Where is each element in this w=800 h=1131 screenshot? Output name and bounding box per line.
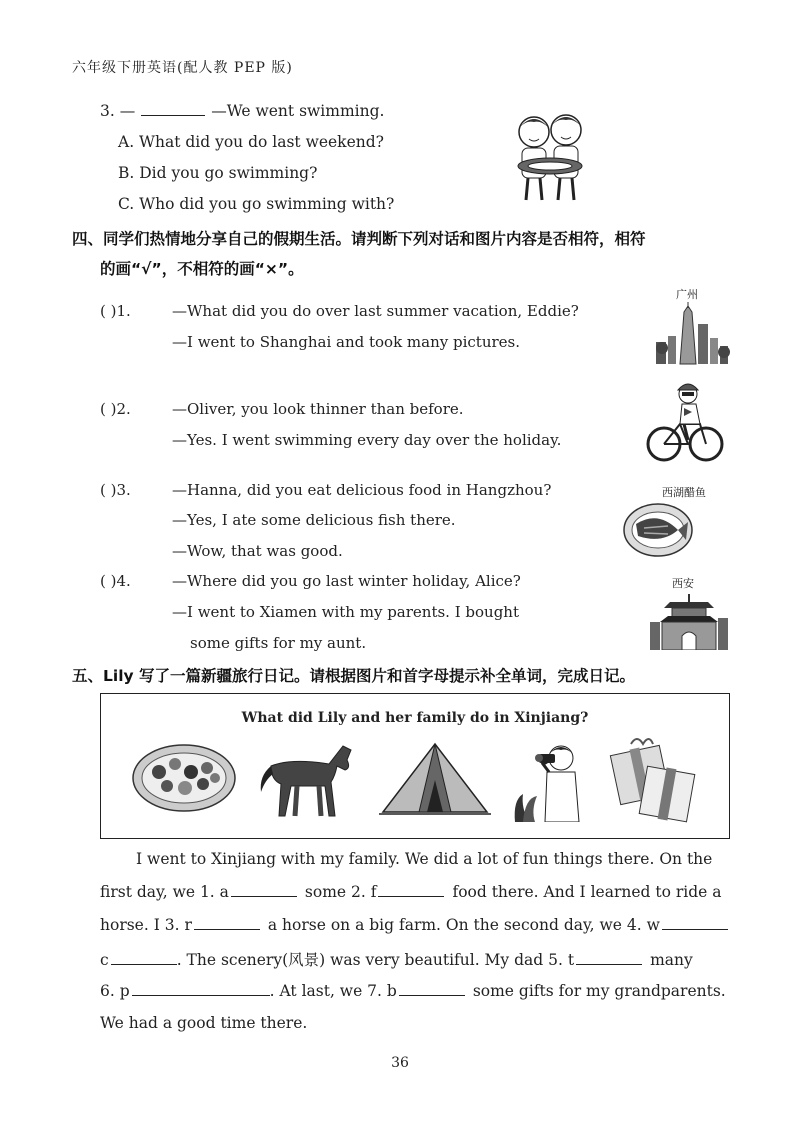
- blank-6-input[interactable]: [132, 981, 270, 996]
- page-number: 36: [391, 1055, 409, 1071]
- gift-boxes-illustration: [609, 734, 697, 826]
- blank-2-input[interactable]: [378, 882, 444, 897]
- q3-prompt-response: —We went swimming.: [211, 102, 385, 120]
- s4-item2-number[interactable]: ( )2.: [100, 400, 131, 418]
- story-blank7-prefix: . At last, we 7. b: [269, 982, 397, 1000]
- diary-passage: [100, 850, 730, 1040]
- s4-item2-line1: —Oliver, you look thinner than before.: [172, 400, 464, 418]
- s4-item1-caption: 广州: [676, 288, 698, 301]
- story-line2-tail: food there. And I learned to ride a: [452, 883, 722, 901]
- s4-item4-line1: —Where did you go last winter holiday, Alice?: [172, 572, 521, 590]
- tent-illustration: [379, 740, 491, 818]
- s4-item3-line2: —Yes, I ate some delicious fish there.: [172, 511, 456, 529]
- blank-4b-input[interactable]: [111, 950, 177, 965]
- blank-7-input[interactable]: [399, 981, 465, 996]
- s4-item4-caption: 西安: [672, 577, 694, 590]
- west-lake-fish-illustration: [622, 500, 694, 560]
- s4-item4-line3: some gifts for my aunt.: [190, 634, 367, 652]
- s4-item3-number[interactable]: ( )3.: [100, 481, 131, 499]
- q3-prompt: [100, 101, 384, 120]
- swimming-kids-illustration: [508, 104, 592, 204]
- blank-4a-input[interactable]: [662, 915, 728, 930]
- s4-item3-caption: 西湖醋鱼: [662, 486, 706, 499]
- section4-title-line1: 四、同学们热情地分享自己的假期生活。请判断下列对话和图片内容是否相符，相符: [72, 230, 646, 248]
- q3-option-c[interactable]: C. Who did you go swimming with?: [118, 195, 395, 213]
- story-blank2-prefix: some 2. f: [304, 883, 377, 901]
- cyclist-illustration: [644, 378, 726, 464]
- blank-3-input[interactable]: [194, 915, 260, 930]
- story-blank6-prefix: 6. p: [100, 982, 130, 1000]
- s4-item1-number[interactable]: ( )1.: [100, 302, 131, 320]
- story-blank4-prefix: a horse on a big farm. On the second day, we 4. w: [267, 916, 660, 934]
- blank-1-input[interactable]: [231, 882, 297, 897]
- xian-city-gate-illustration: [650, 592, 728, 650]
- story-blank5-prefix: . The scenery(风景) was very beautiful. My dad 5. t: [176, 951, 575, 969]
- story-line3: [100, 915, 728, 934]
- blank-5-input[interactable]: [576, 950, 642, 965]
- q3-option-a[interactable]: A. What did you do last weekend?: [118, 133, 384, 151]
- story-line1: I went to Xinjiang with my family. We did a lot of fun things there. On the: [136, 850, 713, 868]
- story-line4-tail: many: [650, 951, 693, 969]
- story-line5-tail: some gifts for my grandparents.: [472, 982, 726, 1000]
- s4-item1-line1: —What did you do over last summer vacation, Eddie?: [172, 302, 579, 320]
- section5-title: 五、Lily 写了一篇新疆旅行日记。请根据图片和首字母提示补全单词，完成日记。: [72, 667, 636, 685]
- q3-prompt-number: 3. —: [100, 102, 136, 120]
- story-blank3-prefix: horse. I 3. r: [100, 916, 192, 934]
- story-blank1-prefix: first day, we 1. a: [100, 883, 229, 901]
- story-line4: [100, 948, 693, 970]
- story-blank4-cont: c: [100, 951, 109, 969]
- section4-title-line2: 的画“√”，不相符的画“×”。: [100, 260, 304, 278]
- page-header: 六年级下册英语(配人教 PEP 版): [72, 60, 293, 76]
- picture-box-title: What did Lily and her family do in Xinjiang?: [241, 710, 589, 726]
- q3-option-b[interactable]: B. Did you go swimming?: [118, 164, 318, 182]
- s4-item3-line3: —Wow, that was good.: [172, 542, 343, 560]
- s4-item4-line2: —I went to Xiamen with my parents. I bought: [172, 603, 519, 621]
- story-line2: [100, 882, 722, 901]
- xinjiang-picture-box: [100, 693, 730, 839]
- q3-answer-blank[interactable]: [141, 101, 205, 116]
- story-line6: We had a good time there.: [100, 1014, 308, 1032]
- s4-item1-line2: —I went to Shanghai and took many pictures.: [172, 333, 520, 351]
- food-plate-illustration: [131, 742, 237, 814]
- photographer-illustration: [509, 738, 589, 822]
- s4-item2-line2: —Yes. I went swimming every day over the holiday.: [172, 431, 562, 449]
- s4-item4-number[interactable]: ( )4.: [100, 572, 131, 590]
- guangzhou-skyline-illustration: [654, 302, 730, 366]
- s4-item3-line1: —Hanna, did you eat delicious food in Hangzhou?: [172, 481, 552, 499]
- story-line5: [100, 981, 726, 1000]
- horse-illustration: [251, 736, 361, 820]
